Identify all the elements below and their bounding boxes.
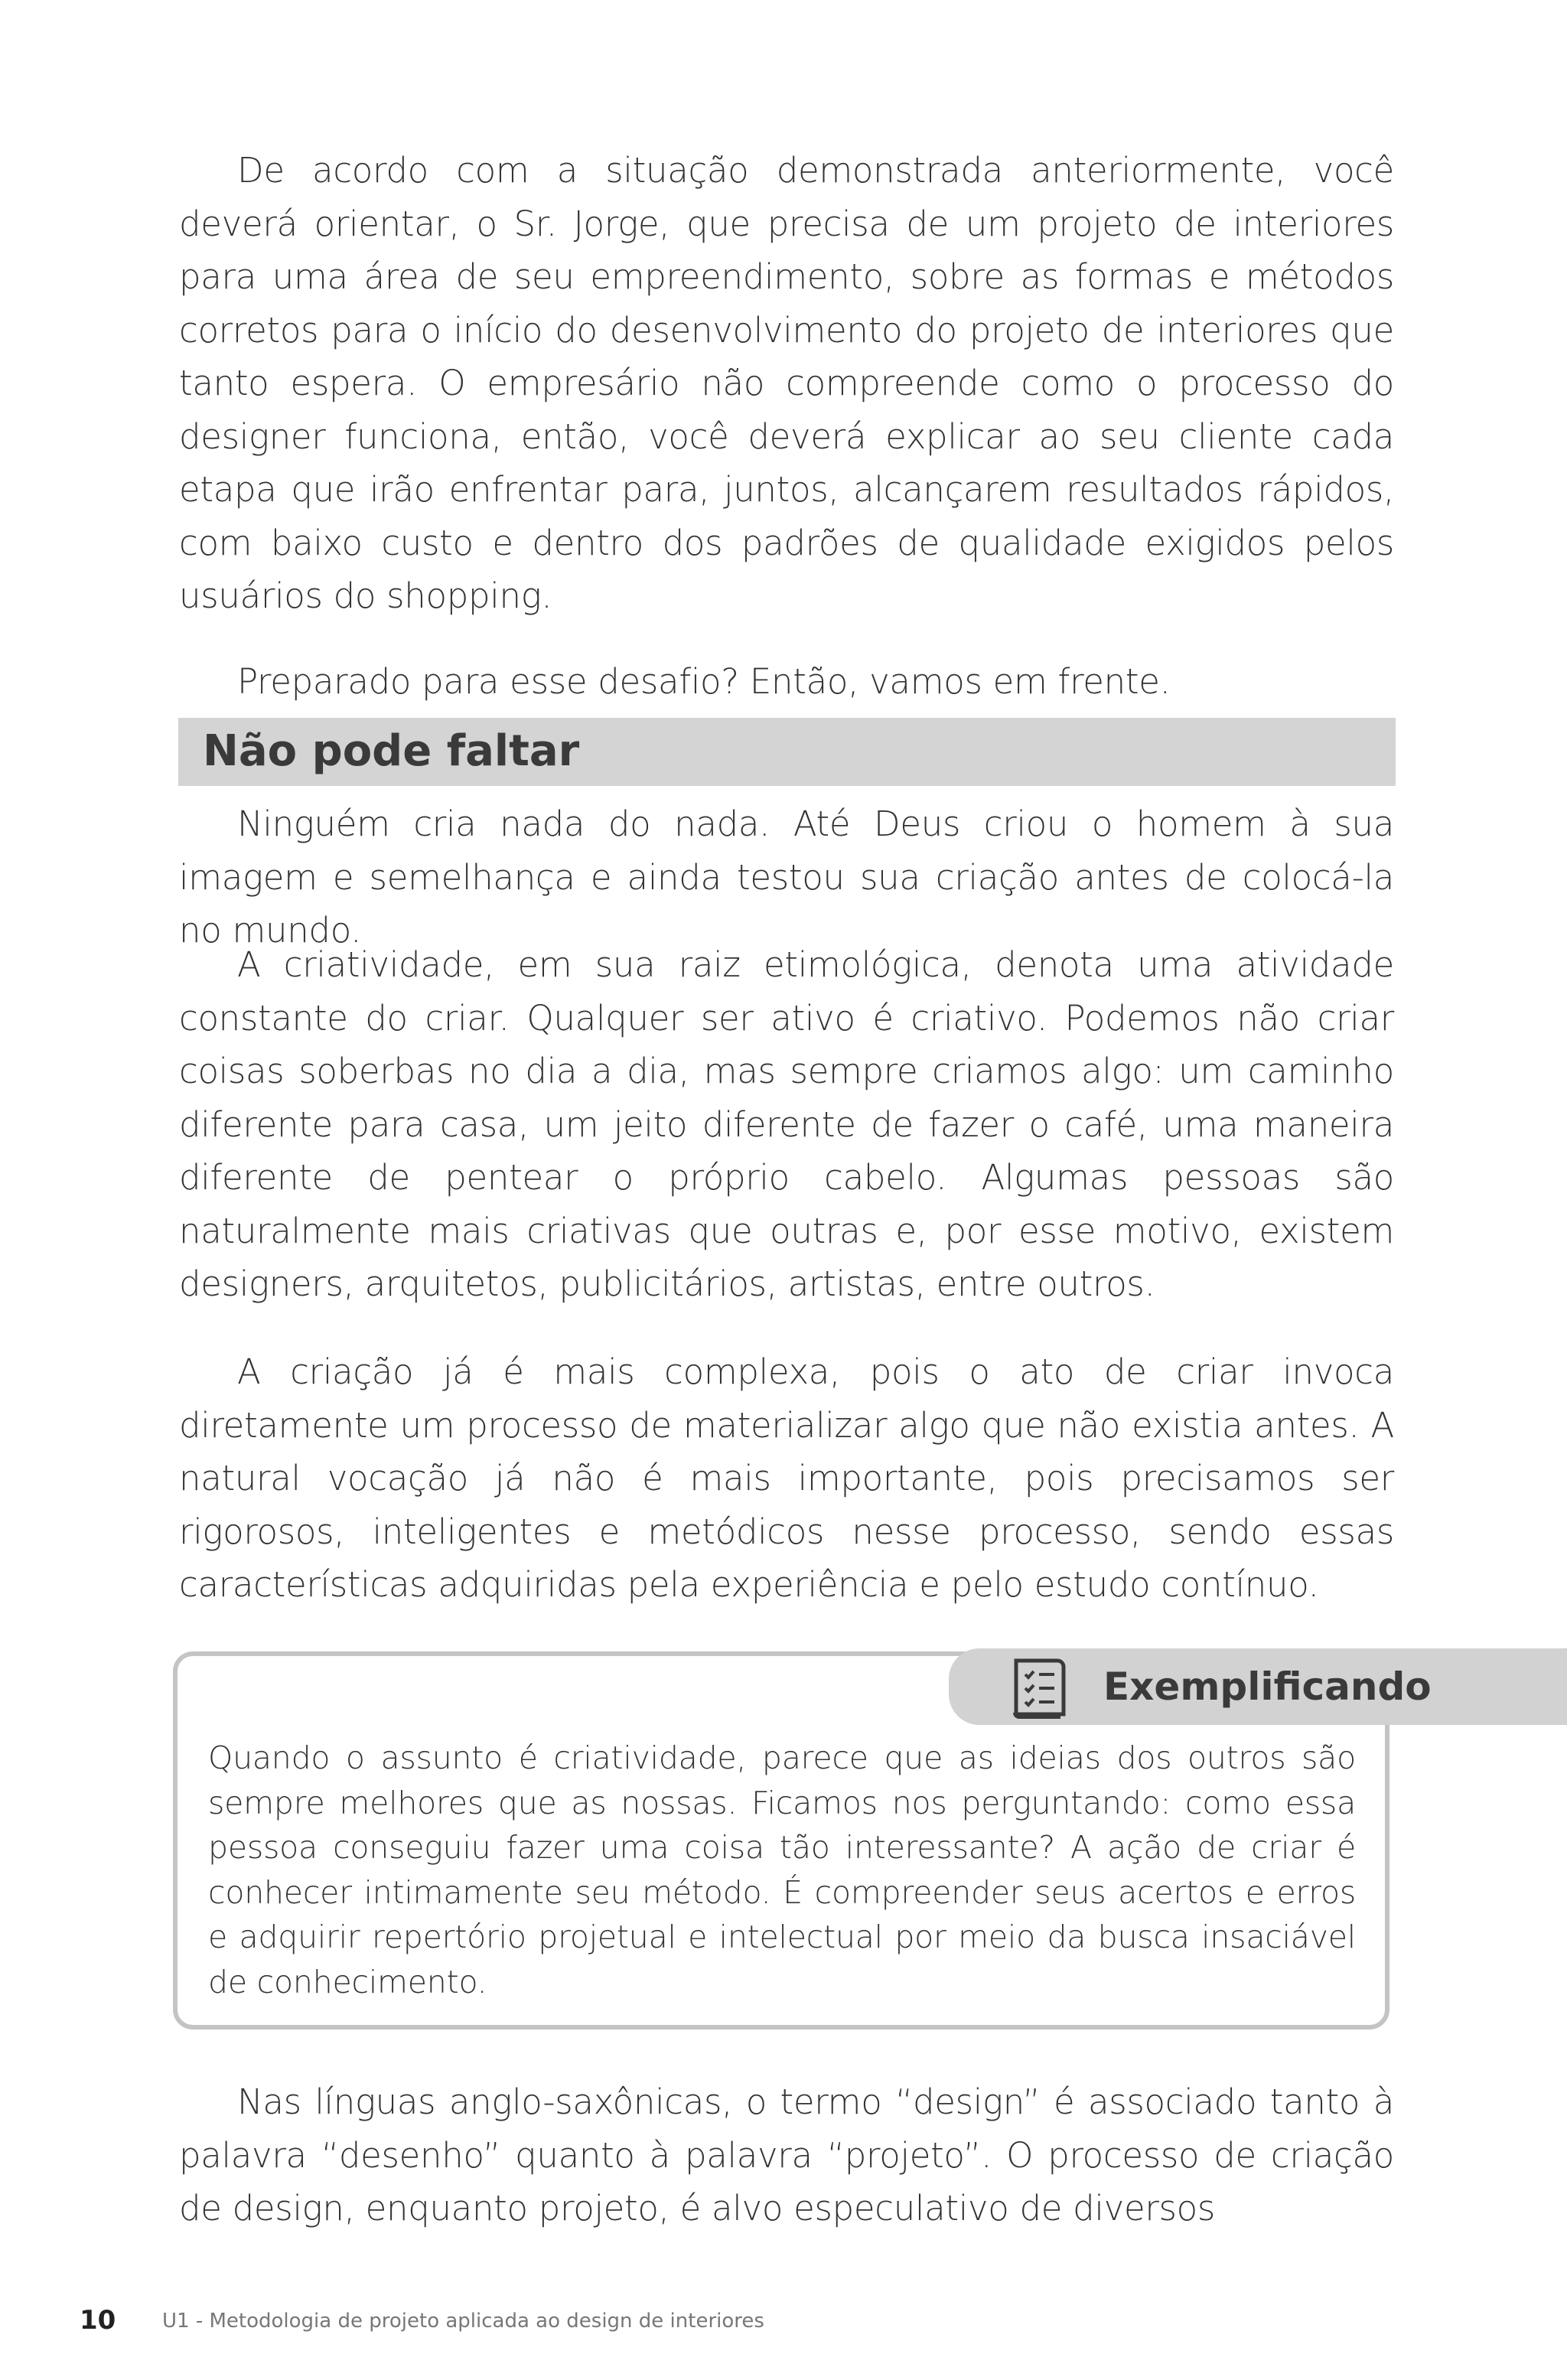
closing-paragraph: Nas línguas anglo-saxônicas, o termo “design” é associado tanto à palavra “desenho” quanto à palavra “projeto”. O processo de criação de design, enquanto projeto, é alvo especulativo de diversos <box>179 2082 1394 2228</box>
section-header-bar <box>178 718 1396 786</box>
example-text: Quando o assunto é criatividade, parece que as ideias dos outros são sempre melhores que as nossas. Ficamos nos perguntando: como essa pessoa conseguiu fazer uma coisa tão interessante? A ação de criar é conhecer intimamente seu método. É compreender seus acertos e erros e adquirir repertório projetual e intelectual por meio da busca insaciável de conhecimento. <box>208 1739 1356 2000</box>
body-paragraph: A criação já é mais complexa, pois o ato de criar invoca diretamente um processo de materializar algo que não existia antes. A natural vocação já não é mais importante, pois precisamos ser rigorosos, inteligentes e metódicos nesse processo, sendo essas características adquiridas pela experiência e pelo estudo contínuo. <box>179 1351 1394 1605</box>
example-label: Exemplificando <box>1103 1664 1432 1709</box>
checklist-document-icon <box>1010 1656 1071 1722</box>
intro-paragraph: De acordo com a situação demonstrada anteriormente, você deverá orientar, o Sr. Jorge, que precisa de um projeto de interiores para uma área de seu empreendimento, sobre as formas e métodos corretos para o início do desenvolvimento do projeto de interiores que tanto espera. O empresário não compreende como o processo do designer funciona, então, você deverá explicar ao seu cliente cada etapa que irão enfrentar para, juntos, alcançarem resultados rápidos, com baixo custo e dentro dos padrões de qualidade exigidos pelos usuários do shopping. <box>179 150 1394 616</box>
section-title: Não pode faltar <box>203 726 580 776</box>
example-tab <box>949 1648 1567 1725</box>
body-paragraph: A criatividade, em sua raiz etimológica, denota uma atividade constante do criar. Qualquer ser ativo é criativo. Podemos não criar coisas soberbas no dia a dia, mas sempre criamos algo: um caminho diferente para casa, um jeito diferente de fazer o café, uma maneira diferente de pentear o próprio cabelo. Algumas pessoas são naturalmente mais criativas que outras e, por esse motivo, existem designers, arquitetos, publicitários, artistas, entre outros. <box>179 944 1394 1304</box>
footer-unit-title: U1 - Metodologia de projeto aplicada ao design de interiores <box>162 2310 764 2333</box>
body-paragraph: Ninguém cria nada do nada. Até Deus criou o homem à sua imagem e semelhança e ainda testou sua criação antes de colocá-la no mundo. <box>179 804 1394 950</box>
challenge-line: Preparado para esse desafio? Então, vamos em frente. <box>237 661 1171 702</box>
page-number: 10 <box>80 2305 116 2336</box>
